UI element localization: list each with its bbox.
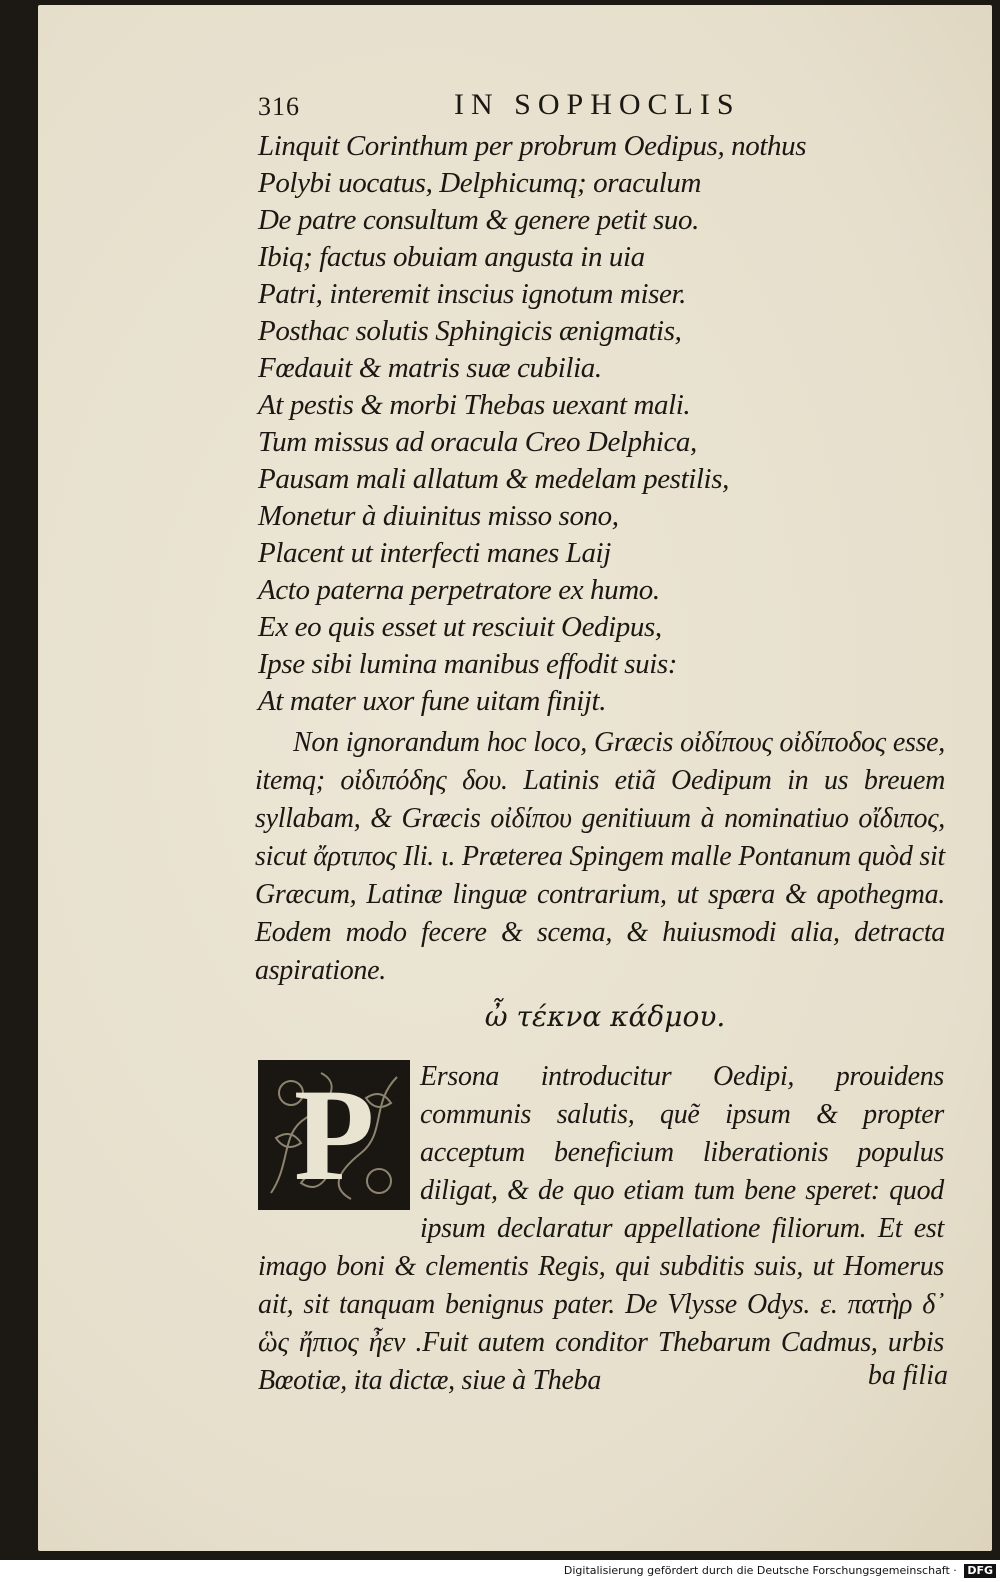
prose-note — [255, 724, 945, 990]
verse-line: De patre consultum & genere petit suo. — [258, 204, 699, 236]
verse-line: Ex eo quis esset ut resciuit Oedipus, — [258, 611, 662, 643]
verse-line: Acto paterna perpetratore ex humo. — [258, 574, 660, 606]
digitization-credit: Digitalisierung gefördert durch die Deutsche Forschungsgemeinschaft · DFG — [0, 1560, 996, 1582]
initial-letter: P — [293, 1061, 375, 1208]
credit-text: Digitalisierung gefördert durch die Deutsche Forschungsgemeinschaft — [563, 1564, 950, 1577]
verse-line: Fœdauit & matris suæ cubilia. — [258, 352, 602, 384]
greek-lemma: ὦ τέκνα κάδμου. — [484, 1000, 726, 1033]
verse-line: Posthac solutis Sphingicis ænigmatis, — [258, 315, 682, 347]
decorated-initial — [258, 1060, 410, 1210]
verse-argument — [258, 128, 898, 720]
verse-line: Ipse sibi lumina manibus effodit suis: — [258, 648, 677, 680]
verse-line: Pausam mali allatum & medelam pestilis, — [258, 463, 729, 495]
commentary-text: Ersona introducitur Oedipi, prouidens communis salutis, quẽ ipsum & propter acceptum beneficium liberationis populus diligat, & de quo etiam tum bene speret: quod ipsum declaratur appellatione filiorum. Et est imago boni & clementis Regis, qui subditis suis, ut Homerus ait, sit tanquam benignus pater. De Vlysse Odys. ε. πατὴρ δ᾽ ὣς ἤπιος ἦεν .Fuit autem conditor Thebarum Cadmus, urbis Bœotiæ, ita dictæ, siue à Theba — [258, 1061, 944, 1396]
running-head: IN SOPHOCLIS — [454, 88, 741, 121]
verse-line: Tum missus ad oracula Creo Delphica, — [258, 426, 697, 458]
commentary — [258, 1058, 944, 1400]
catchword: ba filia — [867, 1360, 948, 1391]
verse-line: At pestis & morbi Thebas uexant mali. — [258, 389, 691, 421]
prose-paragraph: Non ignorandum hoc loco, Græcis οἰδίπους οἰδίποδος esse, itemq; οἰδιπόδης δου. Latinis etiã Oedipum in us breuem syllabam, & Græcis οἰδίπου genitiuum à nominatiuo οἴδιπος, sicut ἄρτιπος Ili. ι. Præterea Spingem malle Pontanum quòd sit Græcum, Latinæ linguæ contrarium, ut spæra & apothegma. Eodem modo fecere & scema, & huiusmodi alia, detracta aspiratione. — [255, 727, 945, 986]
verse-line: Linquit Corinthum per probrum Oedipus, nothus — [258, 130, 807, 162]
page-header — [258, 88, 818, 128]
verse-line: Ibiq; factus obuiam angusta in uia — [258, 241, 645, 273]
dfg-logo: DFG — [964, 1564, 996, 1578]
verse-line: Patri, interemit inscius ignotum miser. — [258, 278, 686, 310]
verse-line: Polybi uocatus, Delphicumq; oraculum — [258, 167, 702, 199]
verse-line: Placent ut interfecti manes Laij — [258, 537, 611, 569]
verse-line: At mater uxor fune uitam finijt. — [258, 685, 607, 717]
verse-line: Monetur à diuinitus misso sono, — [258, 500, 619, 532]
page-number: 316 — [258, 92, 300, 121]
